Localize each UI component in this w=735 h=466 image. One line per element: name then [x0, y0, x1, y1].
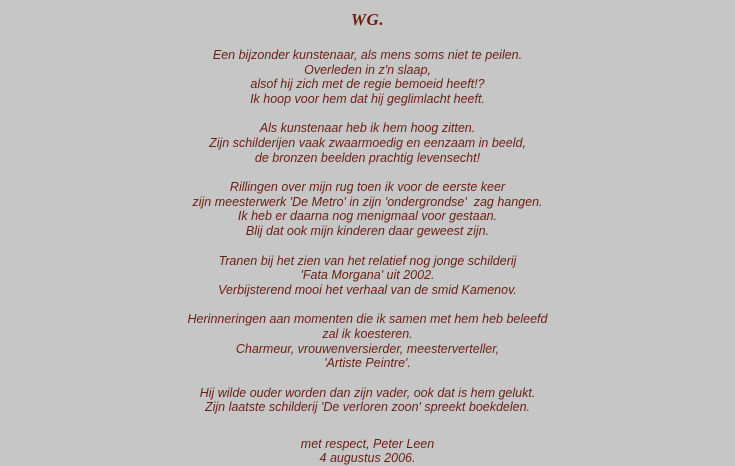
poem-line: zal ik koesteren.: [322, 326, 413, 341]
signature-date: 4 augustus 2006.: [319, 451, 416, 466]
poem-line: Verbijsterend mooi het verhaal van de smid Kamenov.: [218, 282, 517, 297]
poem-line: Overleden in z'n slaap,: [304, 62, 431, 77]
page-title: WG.: [350, 10, 385, 29]
signature-block: [0, 437, 735, 466]
poem-line: Ik heb er daarna nog menigmaal voor gestaan.: [237, 209, 498, 224]
poem-line: Charmeur, vrouwenversierder, meesterverteller,: [235, 341, 500, 356]
poem-line: zijn meesterwerk 'De Metro' in zijn 'ondergrondse' zag hangen.: [192, 194, 543, 209]
poem-line: Een bijzonder kunstenaar, als mens soms niet te peilen.: [212, 48, 523, 62]
poem-line: Hij wilde ouder worden dan zijn vader, ook dat is hem gelukt.: [199, 385, 536, 400]
stanza-3: [0, 180, 735, 238]
poem-line: Tranen bij het zien van het relatief nog jonge schilderij: [218, 253, 517, 268]
signature-author: met respect, Peter Leen: [300, 436, 435, 451]
stanza-5: [0, 312, 735, 370]
stanza-6: [0, 386, 735, 415]
poem-line: Herinneringen aan momenten die ik samen met hem heb beleefd: [187, 312, 548, 327]
poem-line: de bronzen beelden prachtig levensecht!: [254, 150, 481, 165]
poem-line: Zijn schilderijen vaak zwaarmoedig en eenzaam in beeld,: [209, 135, 526, 150]
stanza-2: [0, 121, 735, 165]
poem-line: Als kunstenaar heb ik hem hoog zitten.: [259, 121, 476, 136]
poem-line: Rillingen over mijn rug toen ik voor de eerste keer: [229, 180, 506, 195]
poem-line: 'Artiste Peintre'.: [324, 356, 411, 371]
poem-line: 'Fata Morgana' uit 2002.: [300, 268, 435, 283]
poem-line: Ik hoop voor hem dat hij geglimlacht heeft.: [250, 91, 485, 106]
poem-line: Zijn laatste schilderij 'De verloren zoon' spreekt boekdelen.: [204, 400, 531, 415]
stanza-1: [0, 48, 735, 106]
poem-line: Blij dat ook mijn kinderen daar geweest zijn.: [245, 223, 490, 238]
stanza-4: [0, 254, 735, 298]
poem-line: alsof hij zich met de regie bemoeid heeft!?: [250, 77, 485, 92]
